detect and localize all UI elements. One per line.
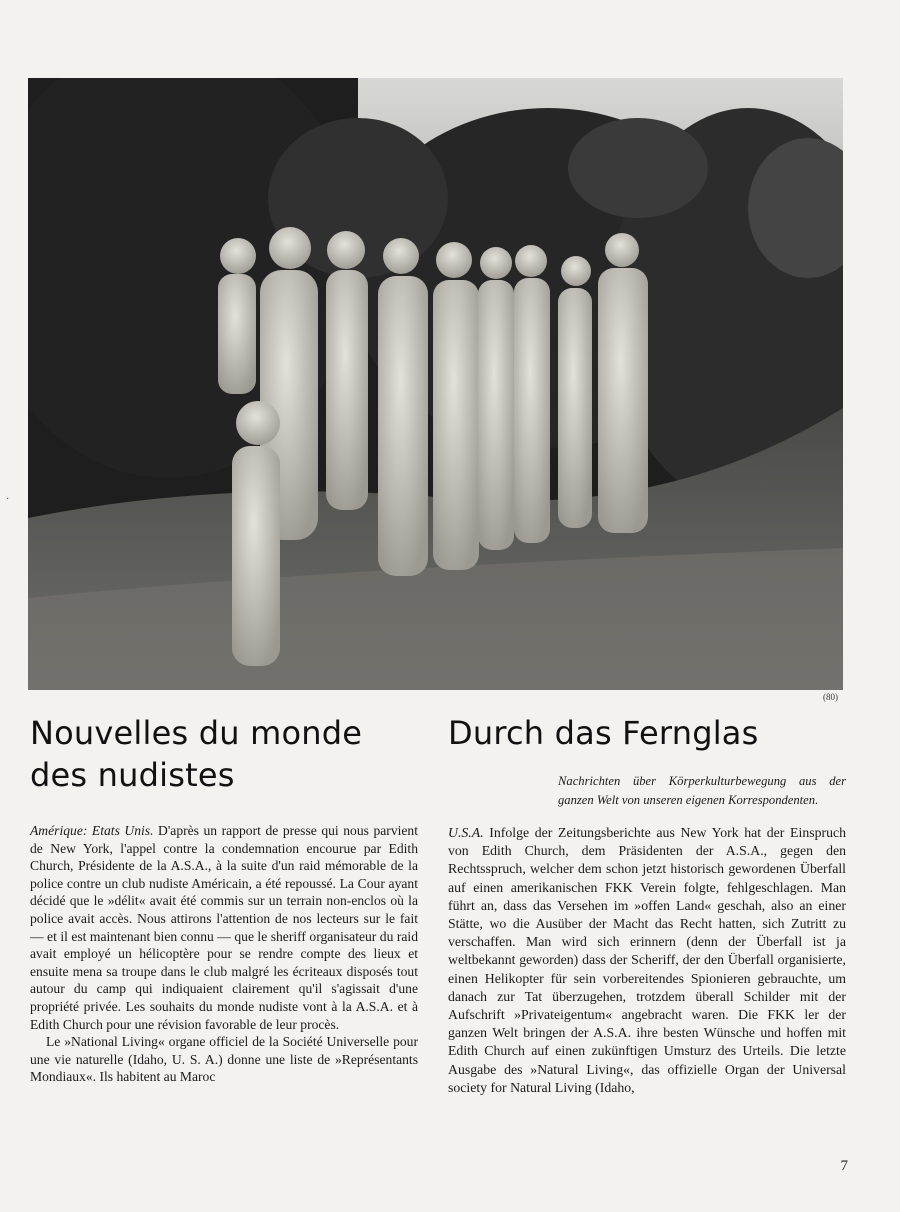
group-photo-image — [28, 78, 843, 690]
page-number: 7 — [840, 1158, 848, 1174]
german-heading: Durch das Fernglas — [448, 714, 759, 752]
french-paragraph-1-text: D'après un rapport de presse qui nous parvient de New York, l'appel contre la condemnation encourue par Edith Church, Présidente de la A.S.A., à la suite d'un raid mémorable de la police contre un club nudiste Américain, a été repoussé. La Cour ayant décidé que le »délit« avait été commis sur un terrain non-enclos où la police avait accès. Nous attirons l'attention de nos lecteurs sur le fait — et il est maintenant bien connu — que le sheriff organisateur du raid avait employé un hélicoptère pour se rendre compte des lieux et ensuite mena sa troupe dans le club malgré les écriteaux disposés tout autour du camp qui indiquaient clairement qu'il s'agissait d'une propriété privée. Les souhaits du monde nudiste vont à la A.S.A. et à Edith Church pour une révision favorable de leur procès. — [30, 823, 418, 1032]
german-dateline: U.S.A. — [448, 825, 484, 840]
french-paragraph-2: Le »National Living« organe officiel de la Société Universelle pour une vie naturelle (Idaho, U. S. A.) donne une liste de »Représentants Mondiaux«. Ils habitent au Maroc — [30, 1034, 418, 1085]
french-paragraph-1 — [30, 822, 418, 1033]
german-paragraph-1-text: Infolge der Zeitungsberichte aus New York hat der Einspruch von Edith Church, dem Präsidenten der A.S.A., gegen den Rechtsspruch, welcher dem schon jetzt historisch gewordenen Überfall auf einen amerikanischen FKK Verein folgte, fehlgeschlagen. Man führt an, dass das Versehen im »offen Land« geschah, also an einer Stätte, wo die Ausüber der Macht das Recht hatten, sich Zutritt zu verschaffen. Man wird sich erinnern (denn der Überfall ist ja weltbekannt geworden) dass der Scheriff, der den Überfall organisierte, einen Helikopter für sein vorbereitendes Spionieren gebrauchte, um danach zur Tat überzugehen, trotzdem überall Schilder mit der Aufschrift »Privateigentum« angebracht waren. Die FKK ler der ganzen Welt bringen der A.S.A. ihre besten Wünsche und hoffen mit Edith Church auf einen zukünftigen Umsturz des Urteils. Die letzte Ausgabe des »Natural Living«, das offizielle Organ der Universal society for Natural Living (Idaho, — [448, 825, 846, 1095]
article-french — [30, 712, 418, 1086]
german-paragraph-1 — [448, 824, 846, 1097]
group-photo — [28, 78, 843, 690]
photo-credit: (80) — [823, 692, 838, 702]
article-german — [448, 712, 846, 1097]
french-dateline: Amérique: Etats Unis. — [30, 823, 154, 838]
german-subtitle: Nachrichten über Körperkulturbewegung aus der ganzen Welt von unseren eigenen Korrespondenten. — [558, 774, 846, 807]
french-heading: Nouvelles du monde des nudistes — [30, 714, 363, 794]
print-speck: · — [6, 494, 10, 505]
